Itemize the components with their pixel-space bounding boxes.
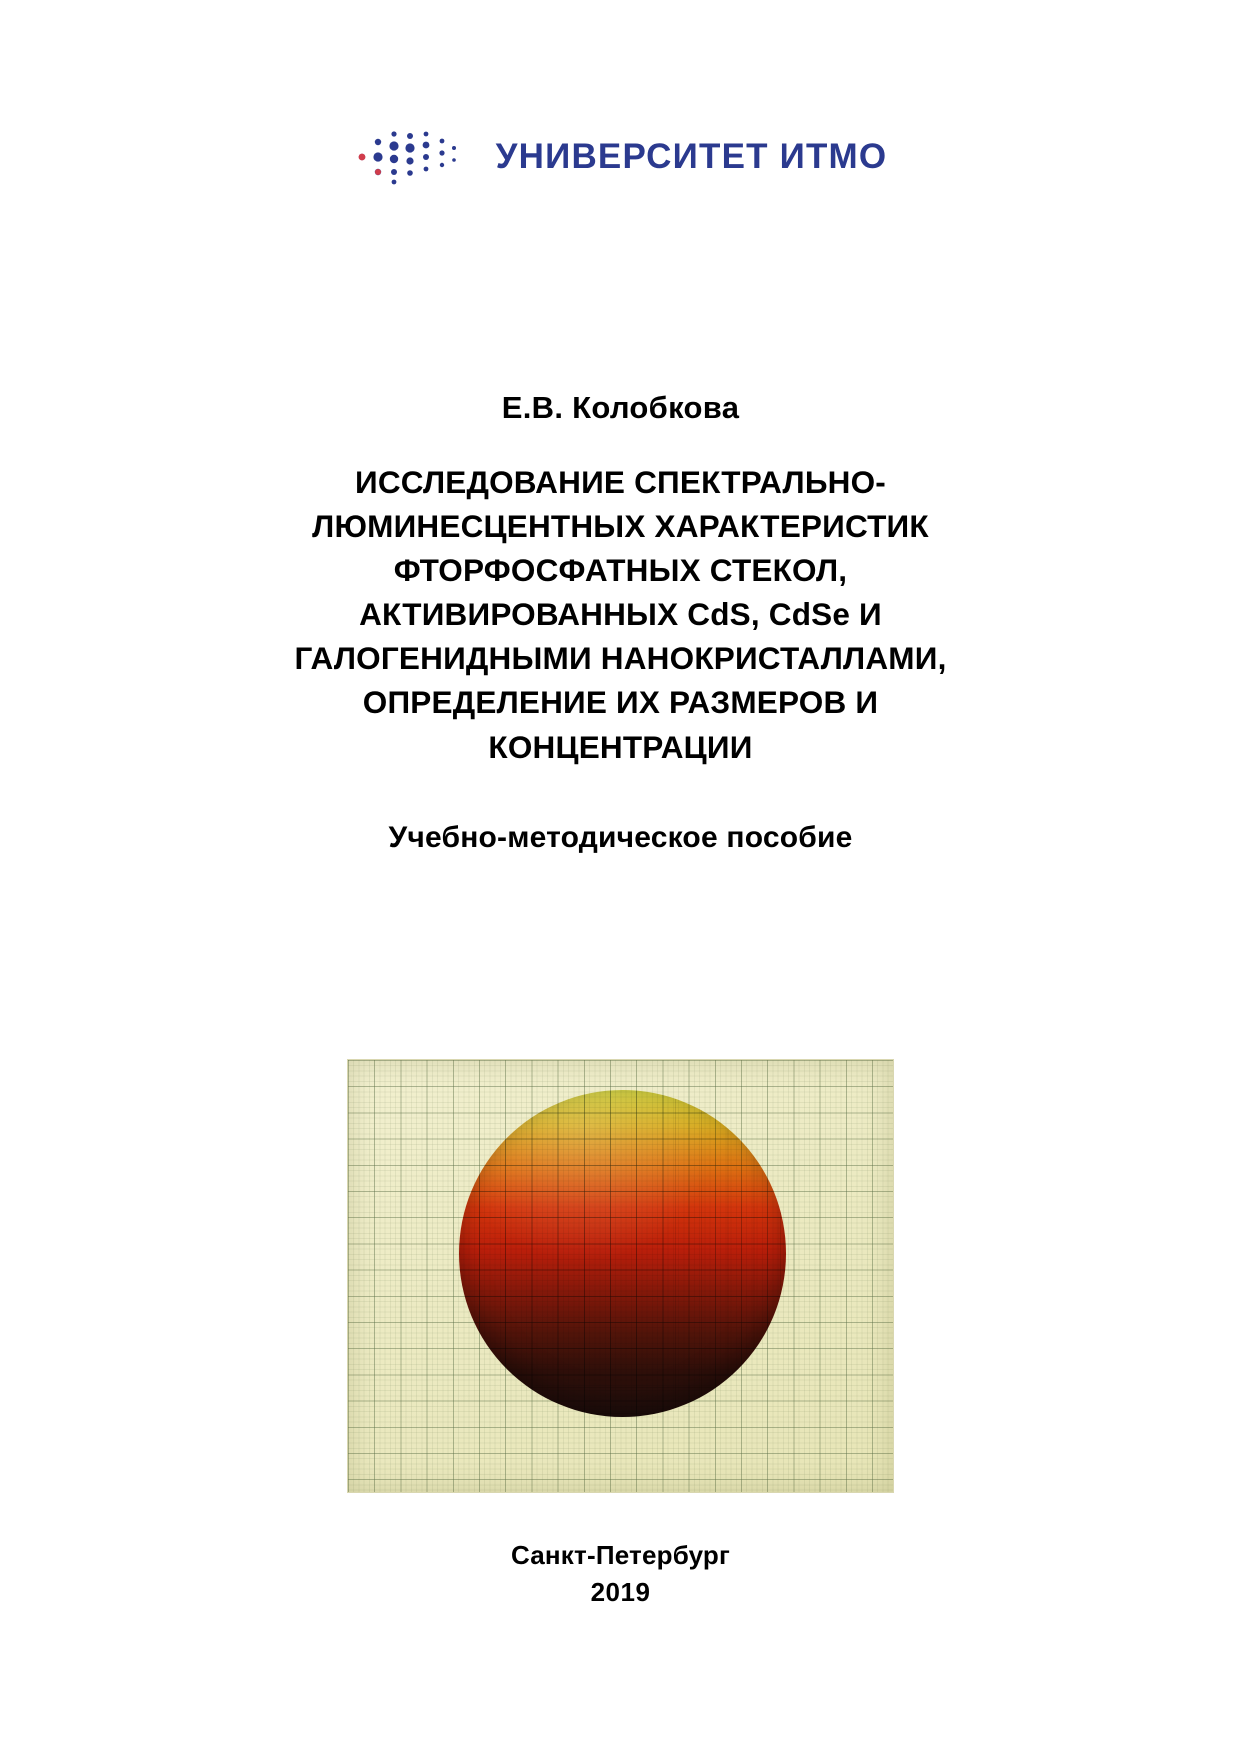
title-block bbox=[150, 390, 1091, 855]
publication-year: 2019 bbox=[590, 1577, 651, 1607]
title-line-4: АКТИВИРОВАННЫХ CdS, CdSe И bbox=[359, 596, 882, 633]
author-name: Е.В. Колобкова bbox=[501, 390, 740, 425]
logo-block bbox=[0, 126, 1241, 188]
title-line-5: ГАЛОГЕНИДНЫМИ НАНОКРИСТАЛЛАМИ, bbox=[294, 640, 947, 677]
itmo-dots-logo-icon bbox=[354, 126, 474, 188]
title-line-3: ФТОРФОСФАТНЫХ СТЕКОЛ, bbox=[393, 552, 848, 589]
publication-city: Санкт-Петербург bbox=[510, 1540, 731, 1570]
glass-disc bbox=[459, 1090, 786, 1417]
title-line-7: КОНЦЕНТРАЦИИ bbox=[488, 728, 753, 765]
footer-block bbox=[0, 1540, 1241, 1608]
glass-sample-photo bbox=[348, 1060, 893, 1492]
glass-disc-grid-overlay bbox=[459, 1090, 786, 1417]
figure-container bbox=[0, 1060, 1241, 1492]
title-line-6: ОПРЕДЕЛЕНИЕ ИХ РАЗМЕРОВ И bbox=[362, 684, 879, 721]
title-line-2: ЛЮМИНЕСЦЕНТНЫХ ХАРАКТЕРИСТИК bbox=[312, 508, 929, 545]
logo-text: УНИВЕРСИТЕТ ИТМО bbox=[495, 137, 888, 176]
page-subtitle: Учебно-методическое пособие bbox=[388, 820, 853, 854]
page-title bbox=[150, 460, 1091, 769]
title-line-1: ИССЛЕДОВАНИЕ СПЕКТРАЛЬНО- bbox=[355, 464, 886, 500]
